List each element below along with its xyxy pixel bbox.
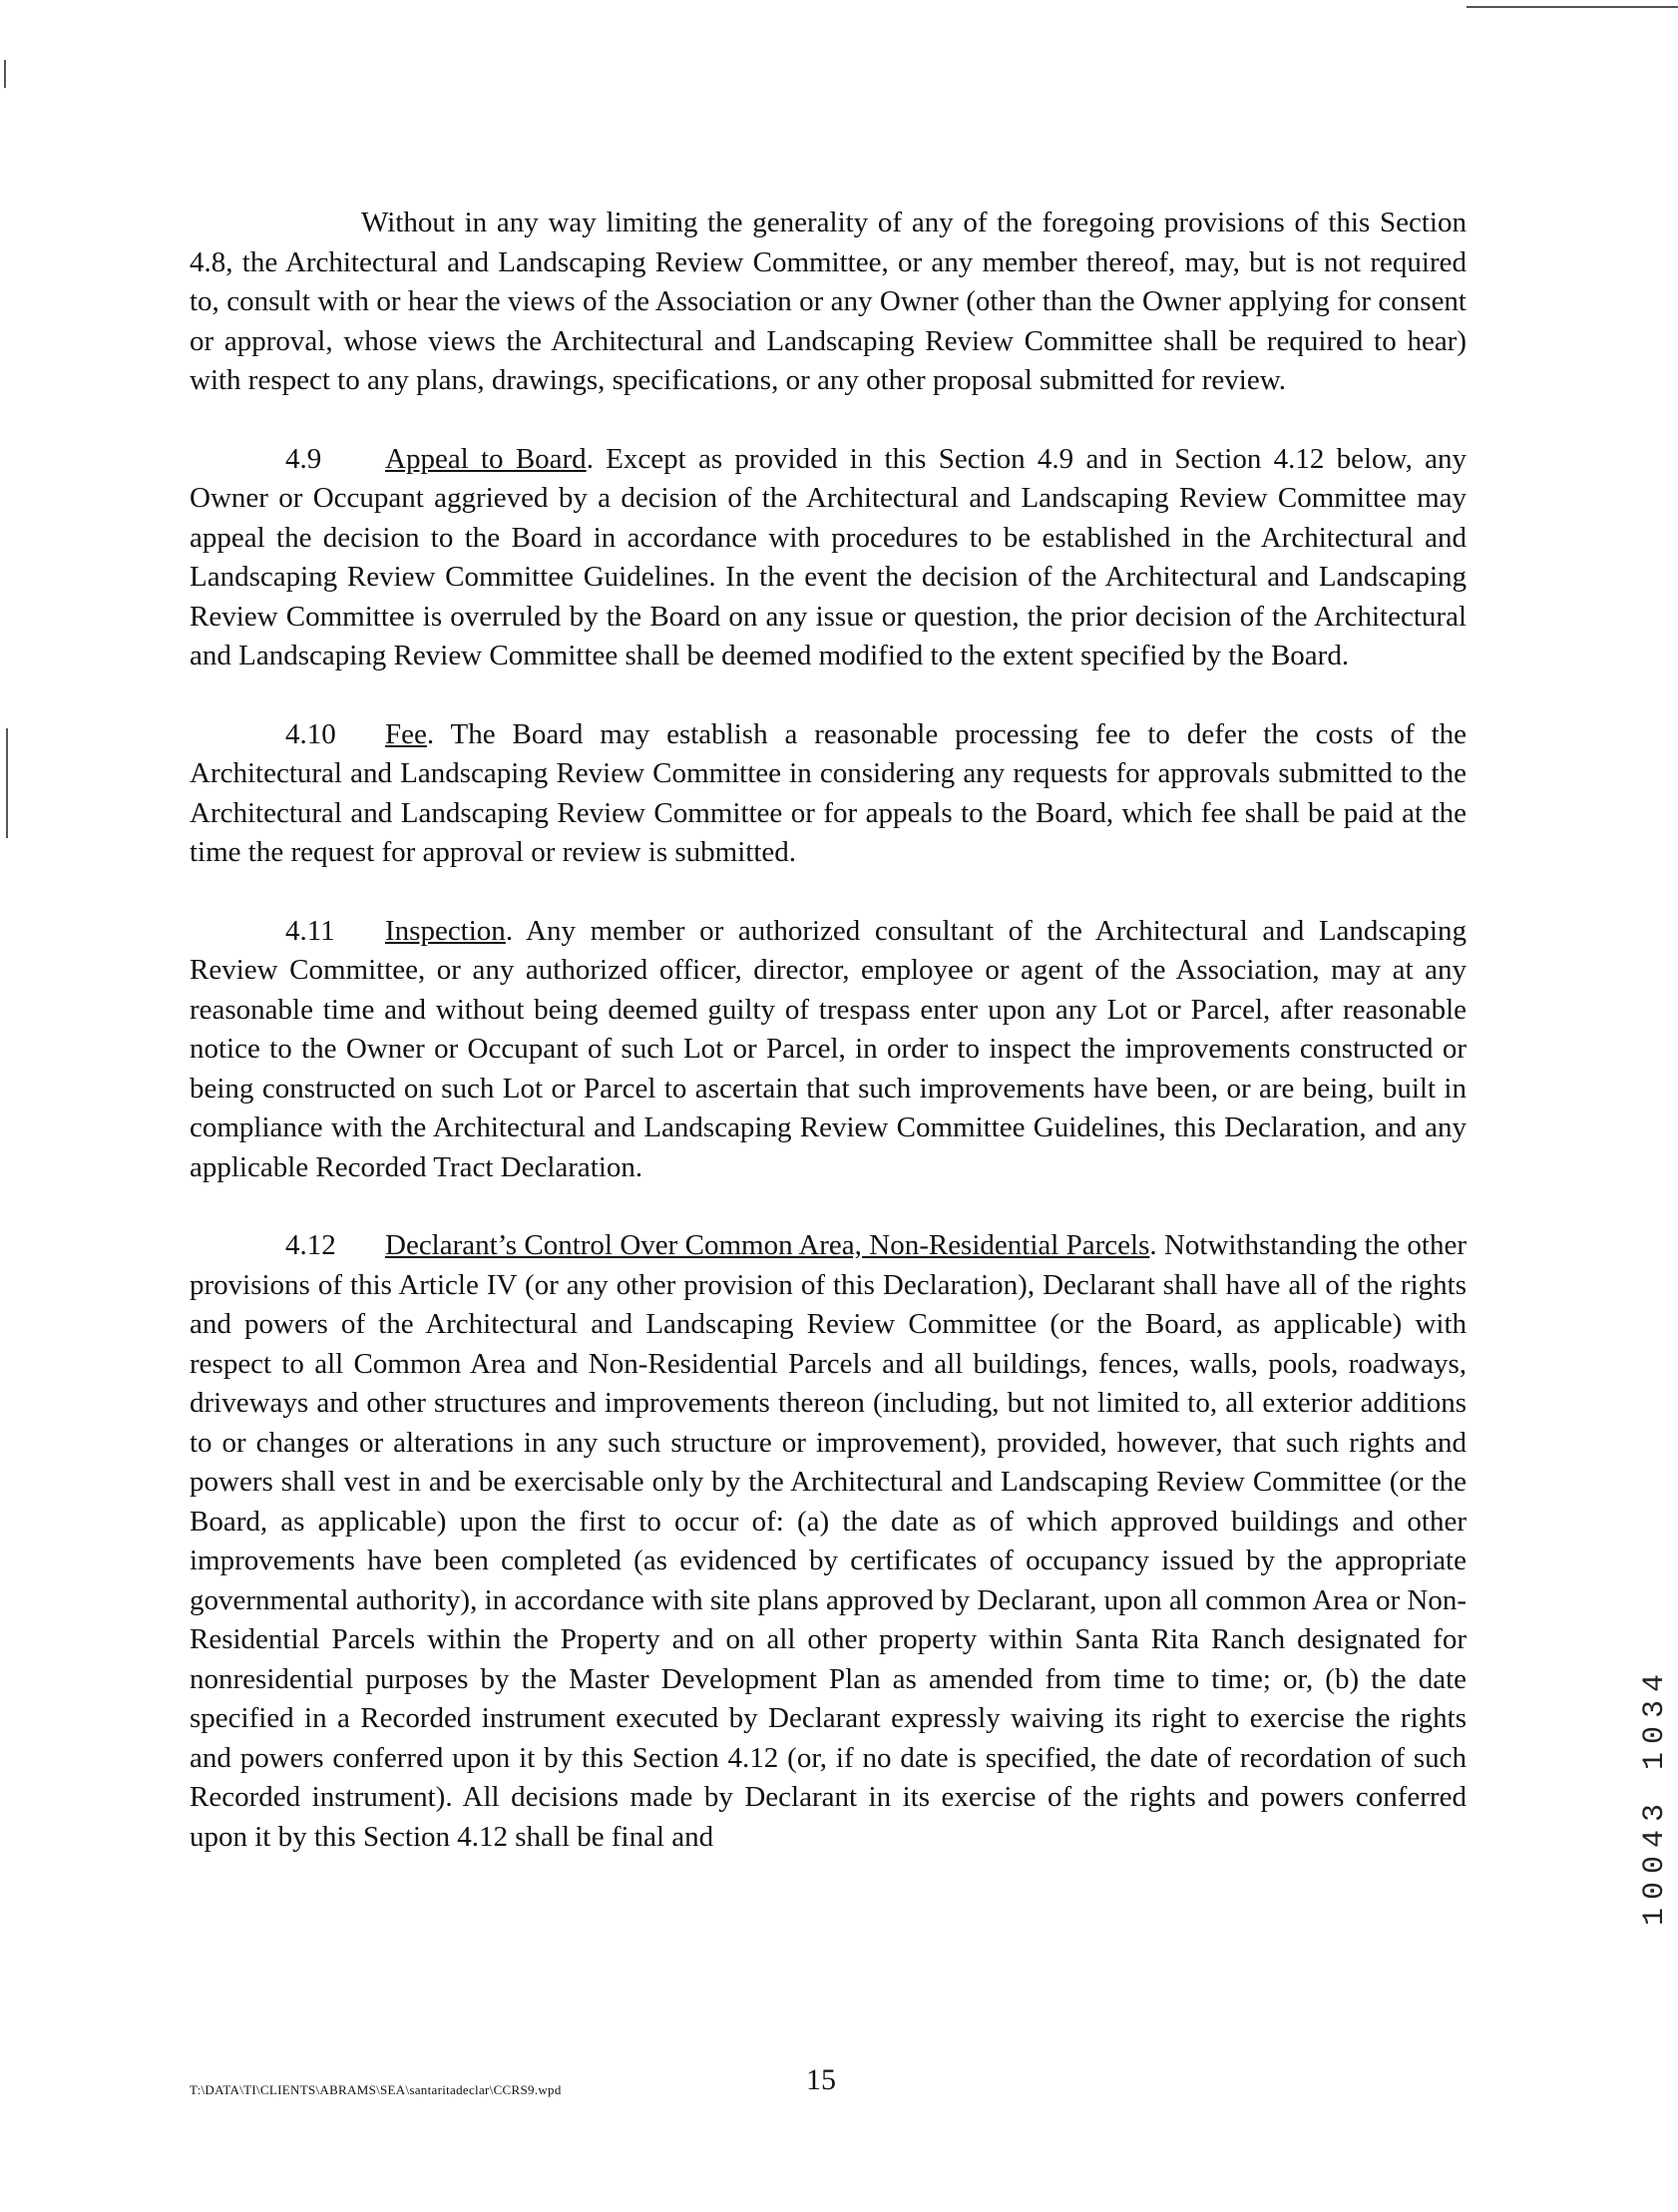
section-4-12 [190, 1226, 1467, 1857]
section-4-9 [190, 440, 1467, 676]
scan-artifact-top-line [1467, 6, 1678, 8]
section-4-11 [190, 912, 1467, 1188]
paragraph-intro-text: Without in any way limiting the generality of any of the foregoing provisions of this Section 4.8, the Architectural and Landscaping Review Committee, or any member thereof, may, but is not required to, consult with or hear the views of the Association or any Owner (other than the Owner applying for consent or approval, whose views the Architectural and Landscaping Review Committee shall be required to hear) with respect to any plans, drawings, specifications, or any other proposal submitted for review. [190, 207, 1467, 396]
paragraph-intro [190, 204, 1467, 401]
section-title: Fee [385, 717, 427, 750]
recording-stamp-text: 10043 1034 [1638, 1665, 1672, 1926]
recording-stamp [1604, 1566, 1672, 1926]
section-4-10 [190, 715, 1467, 873]
section-number: 4.11 [285, 914, 335, 947]
scan-artifact-left-mark [6, 728, 8, 838]
scan-artifact-left-mark [4, 60, 6, 88]
section-number: 4.9 [285, 442, 322, 475]
section-body: . Notwithstanding the other provisions of this Article IV (or any other provision of this Declaration), Declarant shall have all of the rights and powers of the Architectural and Landscaping Review Committee (or the Board, as applicable) with respect to all Common Area and Non-Residential Parcels and all buildings, fences, walls, pools, roadways, driveways and other structures and improvements thereon (including, but not limited to, all exterior additions to or changes or alterations in any such structure or improvement), provided, however, that such rights and powers shall vest in and be exercisable only by the Architectural and Landscaping Review Committee (or the Board, as applicable) upon the first to occur of: (a) the date as of which approved buildings and other improvements have been completed (as evidenced by certificates of occupancy issued by the appropriate governmental authority), in accordance with site plans approved by Declarant, upon all common Area or Non-Residential Parcels within the Property and on all other property within Santa Rita Ranch designated for nonresidential purposes by the Master Development Plan as amended from time to time; or, (b) the date specified in a Recorded instrument executed by Declarant expressly waiving its right to exercise the rights and powers conferred upon it by this Section 4.12 (or, if no date is specified, the date of recordation of such Recorded instrument). All decisions made by Declarant in its exercise of the rights and powers conferred upon it by this Section 4.12 shall be final and [190, 1229, 1467, 1853]
section-body: . Except as provided in this Section 4.9 and in Section 4.12 below, any Owner or Occupant aggrieved by a decision of the Architectural and Landscaping Review Committee may appeal the decision to the Board in accordance with procedures to be established in the Architectural and Landscaping Review Committee Guidelines. In the event the decision of the Architectural and Landscaping Review Committee is overruled by the Board on any issue or question, the prior decision of the Architectural and Landscaping Review Committee shall be deemed modified to the extent specified by the Board. [190, 442, 1467, 671]
section-body: . Any member or authorized consultant of the Architectural and Landscaping Review Committee, or any authorized officer, director, employee or agent of the Association, may at any reasonable time and without being deemed guilty of trespass enter upon any Lot or Parcel, after reasonable notice to the Owner or Occupant of such Lot or Parcel, in order to inspect the improvements constructed or being constructed on such Lot or Parcel to ascertain that such improvements have been, or are being, built in compliance with the Architectural and Landscaping Review Committee Guidelines, this Declaration, and any applicable Recorded Tract Declaration. [190, 914, 1467, 1183]
page-number: 15 [806, 2063, 836, 2096]
section-number: 4.12 [285, 1229, 336, 1261]
section-number: 4.10 [285, 717, 336, 750]
body-text [190, 204, 1467, 1896]
section-title: Inspection [385, 914, 506, 947]
footer-file-path: T:\DATA\TI\CLIENTS\ABRAMS\SEA\santaritadeclar\CCRS9.wpd [190, 2082, 562, 2097]
section-body: . The Board may establish a reasonable processing fee to defer the costs of the Architectural and Landscaping Review Committee in considering any requests for approvals submitted to the Architectural and Landscaping Review Committee or for appeals to the Board, which fee shall be paid at the time the request for approval or review is submitted. [190, 717, 1467, 868]
section-title: Appeal to Board [385, 442, 587, 475]
section-title: Declarant’s Control Over Common Area, Non-Residential Parcels [385, 1229, 1150, 1261]
